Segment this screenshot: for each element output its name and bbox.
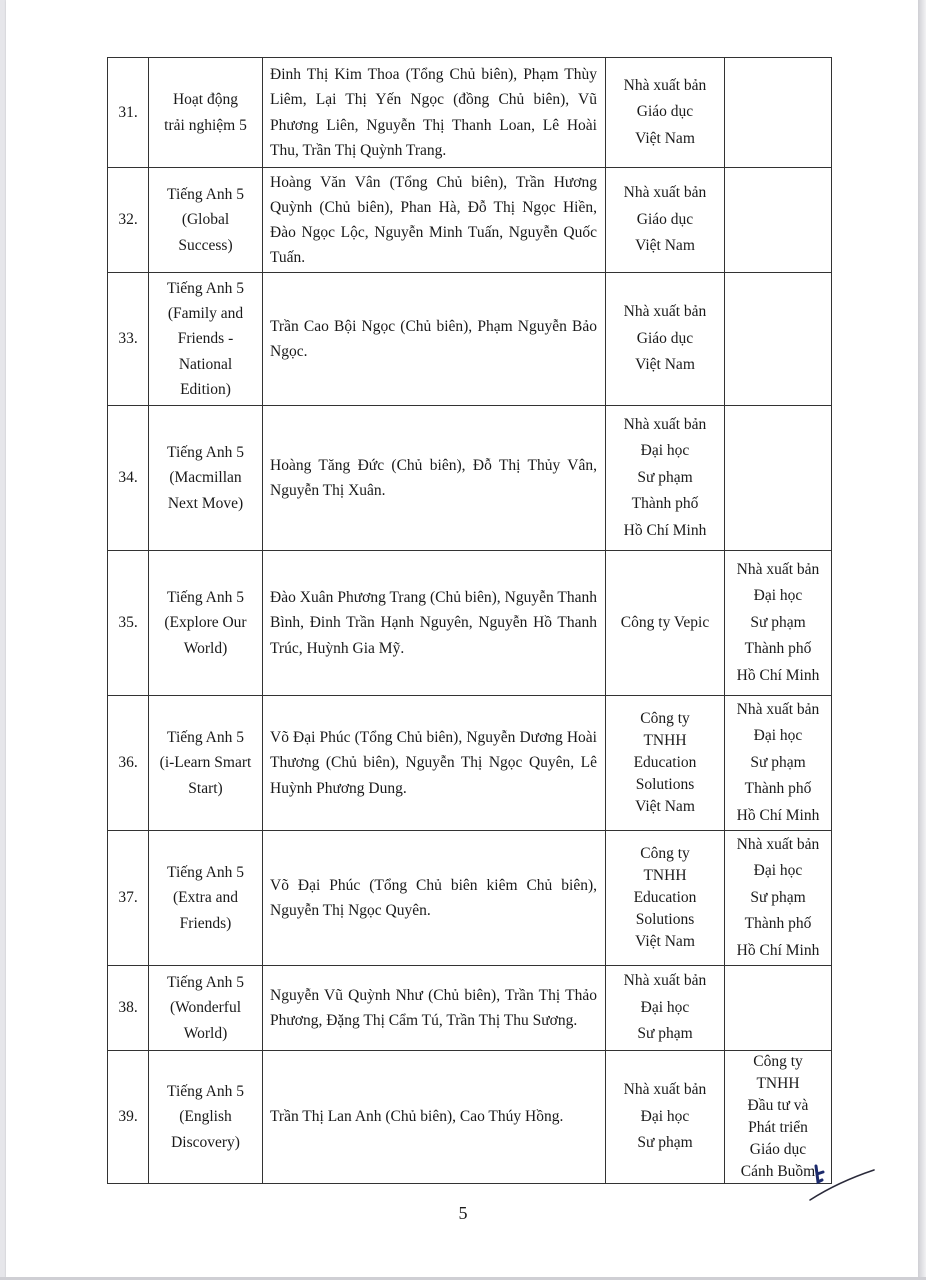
publisher-line: Công ty xyxy=(640,710,690,727)
book-title-line: (Global xyxy=(181,211,230,229)
publisher-line: Solutions xyxy=(635,776,695,793)
partner-line: Nhà xuất bản xyxy=(736,701,820,719)
publisher xyxy=(606,831,725,966)
signature-stroke-initial xyxy=(816,1166,823,1182)
table-row xyxy=(108,1051,832,1184)
partner-line: Thành phố xyxy=(744,780,812,798)
partner-line: Thành phố xyxy=(744,915,812,933)
partner-line: Thành phố xyxy=(744,640,812,658)
publisher-line: Sư phạm xyxy=(637,468,693,486)
authors: Nguyễn Vũ Quỳnh Như (Chủ biên), Trần Thị Thảo Phương, Đặng Thị Cẩm Tú, Trần Thị Thu Sương. xyxy=(263,966,606,1051)
partner-line: Sư phạm xyxy=(750,753,806,771)
book-title-line: (Macmillan xyxy=(169,469,242,487)
authors: Hoàng Tăng Đức (Chủ biên), Đỗ Thị Thủy Vân, Nguyễn Thị Xuân. xyxy=(263,406,606,551)
publisher-line: Giáo dục xyxy=(636,329,694,347)
publisher xyxy=(606,966,725,1051)
partner-line: Đại học xyxy=(753,727,803,745)
row-number: 35. xyxy=(108,551,149,696)
table-row xyxy=(108,406,832,551)
partner-line: Sư phạm xyxy=(750,888,806,906)
book-title xyxy=(149,696,263,831)
book-title-line: trải nghiệm 5 xyxy=(164,116,247,134)
publisher xyxy=(606,273,725,406)
book-title-line: (English xyxy=(179,1108,232,1126)
signature-mark xyxy=(808,1160,878,1206)
row-number: 34. xyxy=(108,406,149,551)
partner-line: Hồ Chí Minh xyxy=(736,666,820,684)
row-number: 36. xyxy=(108,696,149,831)
partner-line: TNHH xyxy=(756,1075,800,1092)
book-title-line: World) xyxy=(183,1024,228,1042)
table-row xyxy=(108,831,832,966)
publisher-line: Việt Nam xyxy=(635,356,695,374)
publisher-line: Nhà xuất bản xyxy=(623,184,707,202)
book-title xyxy=(149,273,263,406)
book-title-line: (i-Learn Smart xyxy=(159,754,252,772)
page-edge-shadow xyxy=(918,0,926,1280)
book-title-line: (Explore Our xyxy=(164,614,247,632)
publisher xyxy=(606,406,725,551)
publisher-line: Sư phạm xyxy=(637,1134,693,1152)
publisher-line: Nhà xuất bản xyxy=(623,972,707,990)
publisher-line: Nhà xuất bản xyxy=(623,1081,707,1099)
row-number: 33. xyxy=(108,273,149,406)
partner-line: Phát triển xyxy=(748,1119,808,1136)
book-title-line: World) xyxy=(183,639,228,657)
partner-line: Hồ Chí Minh xyxy=(736,941,820,959)
publisher-line: Đại học xyxy=(640,1107,690,1125)
publisher-line: Việt Nam xyxy=(635,129,695,147)
book-title xyxy=(149,58,263,168)
publisher-line: Giáo dục xyxy=(636,103,694,121)
authors: Đào Xuân Phương Trang (Chủ biên), Nguyễn Thanh Bình, Đinh Trần Hạnh Nguyên, Nguyễn Hồ Thanh Trúc, Huỳnh Gia Mỹ. xyxy=(263,551,606,696)
partner-organization xyxy=(725,966,832,1051)
book-title xyxy=(149,406,263,551)
partner-organization xyxy=(725,273,832,406)
table-body xyxy=(108,58,832,1184)
textbook-table xyxy=(107,57,832,1184)
book-title-line: Discovery) xyxy=(171,1133,240,1151)
partner-line: Công ty xyxy=(753,1053,803,1070)
book-title-line: Tiếng Anh 5 xyxy=(167,864,244,882)
publisher-line: Việt Nam xyxy=(635,237,695,255)
publisher-line: Hồ Chí Minh xyxy=(623,521,707,539)
publisher-line: Đại học xyxy=(640,442,690,460)
book-title-line: Tiếng Anh 5 xyxy=(167,974,244,992)
book-title-line: Friends) xyxy=(179,914,232,932)
book-title-line: (Wonderful xyxy=(169,999,242,1017)
partner-line: Hồ Chí Minh xyxy=(736,806,820,824)
authors: Võ Đại Phúc (Tổng Chủ biên kiêm Chủ biên), Nguyễn Thị Ngọc Quyên. xyxy=(263,831,606,966)
book-title xyxy=(149,551,263,696)
book-title xyxy=(149,168,263,273)
book-title-line: Tiếng Anh 5 xyxy=(167,729,244,747)
partner-line: Cánh Buồm xyxy=(740,1163,816,1180)
partner-line: Đại học xyxy=(753,587,803,605)
publisher-line: Solutions xyxy=(635,911,695,928)
publisher-line: Giáo dục xyxy=(636,210,694,228)
book-title-line: Friends - xyxy=(177,330,234,348)
publisher-line: Đại học xyxy=(640,998,690,1016)
book-title-line: Tiếng Anh 5 xyxy=(167,186,244,204)
book-title-line: Hoạt động xyxy=(172,91,238,109)
publisher-line: Education xyxy=(633,889,697,906)
partner-organization xyxy=(725,551,832,696)
book-title-line: Tiếng Anh 5 xyxy=(167,589,244,607)
table-row xyxy=(108,966,832,1051)
book-title xyxy=(149,1051,263,1184)
publisher-line: Việt Nam xyxy=(635,933,695,950)
table-row xyxy=(108,168,832,273)
publisher-line: Sư phạm xyxy=(637,1025,693,1043)
table-row xyxy=(108,273,832,406)
publisher xyxy=(606,696,725,831)
row-number: 38. xyxy=(108,966,149,1051)
book-title-line: Tiếng Anh 5 xyxy=(167,280,244,298)
partner-line: Giáo dục xyxy=(749,1141,807,1158)
authors: Trần Thị Lan Anh (Chủ biên), Cao Thúy Hồng. xyxy=(263,1051,606,1184)
publisher xyxy=(606,168,725,273)
authors: Đinh Thị Kim Thoa (Tổng Chủ biên), Phạm Thùy Liêm, Lại Thị Yến Ngọc (đồng Chủ biên), Vũ Phương Liên, Nguyễn Thị Thanh Loan, Lê Hoài Thu, Trần Thị Quỳnh Trang. xyxy=(263,58,606,168)
authors: Hoàng Văn Vân (Tổng Chủ biên), Trần Hương Quỳnh (Chủ biên), Phan Hà, Đỗ Thị Ngọc Hiền, Đào Ngọc Lộc, Nguyễn Minh Tuấn, Nguyễn Quốc Tuấn. xyxy=(263,168,606,273)
row-number: 31. xyxy=(108,58,149,168)
book-title xyxy=(149,966,263,1051)
partner-organization xyxy=(725,696,832,831)
partner-line: Đầu tư và xyxy=(747,1097,809,1114)
partner-organization xyxy=(725,58,832,168)
book-title-line: Next Move) xyxy=(167,494,244,512)
partner-line: Sư phạm xyxy=(750,613,806,631)
book-title-line: Start) xyxy=(188,779,223,797)
table-row xyxy=(108,551,832,696)
publisher-line: Nhà xuất bản xyxy=(623,416,707,434)
publisher-line: Việt Nam xyxy=(635,798,695,815)
book-title xyxy=(149,831,263,966)
publisher-line: Education xyxy=(633,754,697,771)
publisher-line: Thành phố xyxy=(631,495,699,513)
authors: Trần Cao Bội Ngọc (Chủ biên), Phạm Nguyễn Bảo Ngọc. xyxy=(263,273,606,406)
book-title-line: (Extra and xyxy=(173,889,238,907)
book-title-line: Tiếng Anh 5 xyxy=(167,1083,244,1101)
partner-line: Nhà xuất bản xyxy=(736,561,820,579)
table-row xyxy=(108,58,832,168)
partner-organization xyxy=(725,168,832,273)
partner-line: Nhà xuất bản xyxy=(736,836,820,854)
publisher-line: Công ty Vepic xyxy=(620,613,710,631)
row-number: 39. xyxy=(108,1051,149,1184)
publisher-line: Nhà xuất bản xyxy=(623,303,707,321)
publisher-line: Nhà xuất bản xyxy=(623,76,707,94)
publisher xyxy=(606,58,725,168)
row-number: 32. xyxy=(108,168,149,273)
publisher xyxy=(606,1051,725,1184)
book-title-line: National xyxy=(178,355,233,373)
publisher-line: TNHH xyxy=(643,867,687,884)
row-number: 37. xyxy=(108,831,149,966)
authors: Võ Đại Phúc (Tổng Chủ biên), Nguyễn Dương Hoài Thương (Chủ biên), Nguyễn Thị Ngọc Quyên, Lê Huỳnh Phương Dung. xyxy=(263,696,606,831)
book-title-line: Success) xyxy=(178,236,233,254)
book-title-line: Edition) xyxy=(180,380,231,398)
partner-organization xyxy=(725,406,832,551)
page-number: 5 xyxy=(458,1203,468,1223)
book-title-line: (Family and xyxy=(167,305,244,323)
book-title-line: Tiếng Anh 5 xyxy=(167,444,244,462)
partner-line: Đại học xyxy=(753,862,803,880)
partner-organization xyxy=(725,831,832,966)
publisher-line: TNHH xyxy=(643,732,687,749)
publisher xyxy=(606,551,725,696)
publisher-line: Công ty xyxy=(640,845,690,862)
table-row xyxy=(108,696,832,831)
